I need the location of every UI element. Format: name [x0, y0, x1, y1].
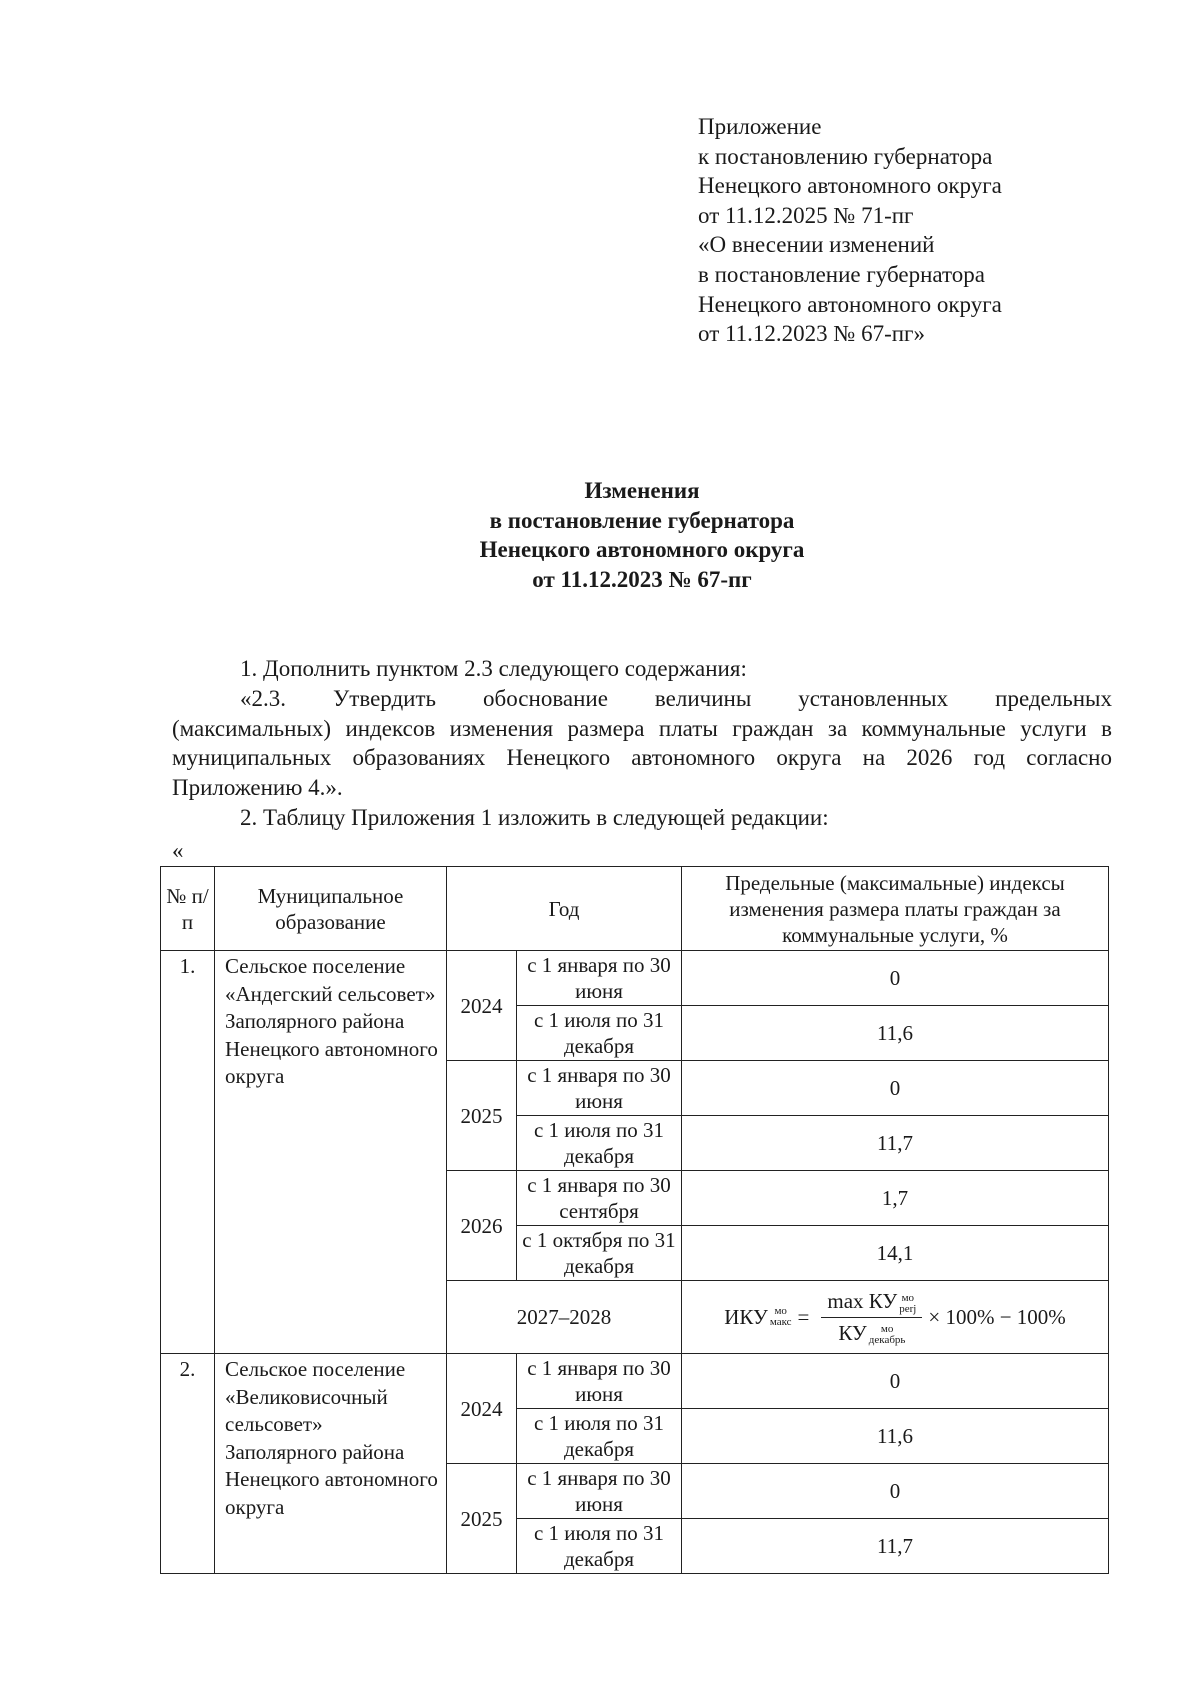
index-value: 11,6: [682, 1006, 1109, 1061]
formula-den-indices: [869, 1324, 906, 1346]
period-cell: с 1 января по 30 сентября: [517, 1171, 682, 1226]
document-title: [0, 476, 1200, 594]
formula-num-sub: perj: [899, 1302, 917, 1315]
period-cell: с 1 июля по 31 декабря: [517, 1116, 682, 1171]
formula-years: 2027–2028: [447, 1281, 682, 1354]
formula-lhs-sup: мо: [774, 1305, 787, 1317]
index-value: 11,6: [682, 1409, 1109, 1464]
row-number: 2.: [161, 1354, 215, 1574]
period-cell: с 1 октября по 31 декабря: [517, 1226, 682, 1281]
year-cell: 2025: [447, 1464, 517, 1574]
title-line: Изменения: [584, 478, 700, 503]
index-value: 11,7: [682, 1519, 1109, 1574]
formula-cell: [682, 1281, 1109, 1354]
formula-lhs-sub: макс: [769, 1316, 792, 1328]
formula-lhs: ИКУ: [724, 1305, 768, 1329]
index-value: 0: [682, 1061, 1109, 1116]
index-value: 0: [682, 951, 1109, 1006]
appendix-block: [698, 112, 1002, 349]
appendix-line: Приложение: [698, 114, 822, 139]
municipality-name: Сельское поселение «Великовисочный сельсовет» Заполярного района Ненецкого автономного округа: [215, 1354, 447, 1574]
title-line: в постановление губернатора: [489, 507, 795, 533]
table-row: [161, 951, 1109, 1006]
period-cell: с 1 января по 30 июня: [517, 1354, 682, 1409]
formula: [724, 1288, 1066, 1345]
formula-numerator: [821, 1288, 922, 1317]
period-cell: с 1 января по 30 июня: [517, 1061, 682, 1116]
header-num: № п/п: [161, 867, 215, 951]
title-line: от 11.12.2023 № 67-пг: [532, 566, 752, 592]
period-cell: с 1 июля по 31 декабря: [517, 1006, 682, 1061]
index-value: 14,1: [682, 1226, 1109, 1281]
paragraph-2-first-line: «2.3. Утвердить обоснование величины установленных предельных: [240, 685, 1112, 711]
appendix-line: от 11.12.2025 № 71-пг: [698, 202, 914, 228]
index-value: 0: [682, 1354, 1109, 1409]
appendix-line: к постановлению губернатора: [698, 143, 993, 169]
municipality-name: Сельское поселение «Андегский сельсовет» Заполярного района Ненецкого автономного округа: [215, 951, 447, 1354]
period-cell: с 1 июля по 31 декабря: [517, 1409, 682, 1464]
row-number: 1.: [161, 951, 215, 1354]
period-cell: с 1 января по 30 июня: [517, 1464, 682, 1519]
appendix-line: «О внесении изменений: [698, 232, 935, 258]
quote-mark: «: [172, 838, 184, 863]
year-cell: 2024: [447, 951, 517, 1061]
header-year: Год: [447, 867, 682, 951]
year-cell: 2024: [447, 1354, 517, 1464]
year-cell: 2026: [447, 1171, 517, 1281]
index-value: 11,7: [682, 1116, 1109, 1171]
period-cell: с 1 января по 30 июня: [517, 951, 682, 1006]
paragraph-3: 2. Таблицу Приложения 1 изложить в следующей редакции:: [240, 804, 829, 830]
indices-table: [160, 866, 1109, 1574]
header-municipality: Муниципальное образование: [215, 867, 447, 951]
formula-fraction: [821, 1288, 922, 1345]
formula-num-sup: мо: [901, 1291, 915, 1304]
formula-denominator: [832, 1318, 911, 1346]
table-row: [161, 1354, 1109, 1409]
formula-num-indices: [899, 1293, 916, 1315]
header-index: Предельные (максимальные) индексы изменения размера платы граждан за коммунальные услуги, %: [682, 867, 1109, 951]
formula-tail: × 100% − 100%: [928, 1305, 1066, 1329]
formula-den-sub: декабрь: [868, 1333, 906, 1346]
paragraph-1: 1. Дополнить пунктом 2.3 следующего содержания:: [240, 656, 747, 681]
index-value: 0: [682, 1464, 1109, 1519]
formula-den-sup: мо: [880, 1322, 894, 1335]
formula-num-text: max КУ: [827, 1289, 898, 1314]
year-cell: 2025: [447, 1061, 517, 1171]
index-value: 1,7: [682, 1171, 1109, 1226]
formula-eq: =: [797, 1305, 810, 1329]
appendix-line: Ненецкого автономного округа: [698, 291, 1002, 317]
body-text: [172, 654, 1112, 833]
paragraph-2-rest: (максимальных) индексов изменения размера платы граждан за коммунальные услуги в муниципальных образованиях Ненецкого автономного округа на 2026 год согласно Приложению 4.».: [172, 715, 1112, 801]
title-line: Ненецкого автономного округа: [479, 537, 805, 562]
formula-den-text: КУ: [838, 1320, 867, 1345]
appendix-line: от 11.12.2023 № 67-пг»: [698, 321, 925, 347]
appendix-line: в постановление губернатора: [698, 261, 985, 287]
formula-lhs-indices: [770, 1306, 792, 1328]
table-header-row: [161, 867, 1109, 951]
period-cell: с 1 июля по 31 декабря: [517, 1519, 682, 1574]
appendix-line: Ненецкого автономного округа: [698, 173, 1002, 199]
